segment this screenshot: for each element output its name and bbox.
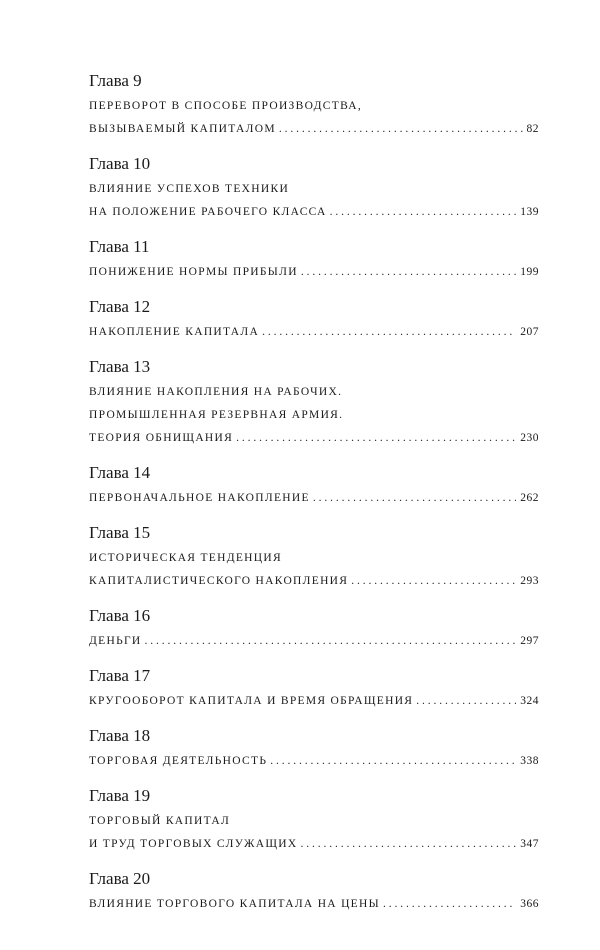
page-number: 262 xyxy=(520,492,539,504)
chapter-title-text: НА ПОЛОЖЕНИЕ РАБОЧЕГО КЛАССА xyxy=(89,206,327,218)
chapter-title-text: ДЕНЬГИ xyxy=(89,635,142,647)
toc-entry[interactable] xyxy=(89,785,539,856)
chapter-title-line xyxy=(89,487,539,510)
dot-leader xyxy=(416,690,516,713)
page-number: 230 xyxy=(520,432,539,444)
chapter-label: Глава 12 xyxy=(89,297,151,316)
page-number: 207 xyxy=(520,326,539,338)
chapter-label: Глава 20 xyxy=(89,869,151,888)
chapter-title-line xyxy=(89,201,539,224)
chapter-title-line xyxy=(89,404,539,427)
chapter-title-line xyxy=(89,427,539,450)
toc-entry[interactable] xyxy=(89,522,539,593)
page-number: 293 xyxy=(520,575,539,587)
chapter-title-text: КРУГООБОРОТ КАПИТАЛА И ВРЕМЯ ОБРАЩЕНИЯ xyxy=(89,695,414,707)
chapter-title-text: ВЛИЯНИЕ ТОРГОВОГО КАПИТАЛА НА ЦЕНЫ xyxy=(89,898,380,910)
toc-entry[interactable] xyxy=(89,153,539,224)
table-of-contents xyxy=(89,70,539,928)
chapter-title-line xyxy=(89,95,539,118)
chapter-title-text: ВЛИЯНИЕ УСПЕХОВ ТЕХНИКИ xyxy=(89,183,290,195)
chapter-title-text: ТОРГОВАЯ ДЕЯТЕЛЬНОСТЬ xyxy=(89,755,268,767)
chapter-title-line xyxy=(89,381,539,404)
chapter-title-line xyxy=(89,750,539,773)
chapter-title-line xyxy=(89,178,539,201)
dot-leader xyxy=(270,750,516,773)
chapter-title-line xyxy=(89,261,539,284)
toc-entry[interactable] xyxy=(89,296,539,344)
chapter-title-text: ИСТОРИЧЕСКАЯ ТЕНДЕНЦИЯ xyxy=(89,552,282,564)
chapter-label: Глава 14 xyxy=(89,463,151,482)
page-number: 324 xyxy=(520,695,539,707)
chapter-title-line xyxy=(89,893,539,916)
chapter-title-line xyxy=(89,547,539,570)
page-number: 338 xyxy=(520,755,539,767)
chapter-label: Глава 19 xyxy=(89,786,151,805)
chapter-title-text: КАПИТАЛИСТИЧЕСКОГО НАКОПЛЕНИЯ xyxy=(89,575,349,587)
toc-entry[interactable] xyxy=(89,868,539,916)
dot-leader xyxy=(383,893,516,916)
toc-entry[interactable] xyxy=(89,725,539,773)
chapter-title-line xyxy=(89,690,539,713)
chapter-title-text: ПРОМЫШЛЕННАЯ РЕЗЕРВНАЯ АРМИЯ. xyxy=(89,409,344,421)
page-number: 366 xyxy=(520,898,539,910)
dot-leader xyxy=(330,201,517,224)
chapter-title-text: ТЕОРИЯ ОБНИЩАНИЯ xyxy=(89,432,234,444)
chapter-title-text: ПЕРВОНАЧАЛЬНОЕ НАКОПЛЕНИЕ xyxy=(89,492,310,504)
chapter-label: Глава 9 xyxy=(89,71,142,90)
page-number: 297 xyxy=(520,635,539,647)
chapter-title-text: И ТРУД ТОРГОВЫХ СЛУЖАЩИХ xyxy=(89,838,298,850)
dot-leader xyxy=(301,261,516,284)
dot-leader xyxy=(279,118,523,141)
chapter-label: Глава 17 xyxy=(89,666,151,685)
chapter-title-text: НАКОПЛЕНИЕ КАПИТАЛА xyxy=(89,326,260,338)
chapter-label: Глава 15 xyxy=(89,523,151,542)
dot-leader xyxy=(300,833,516,856)
chapter-title-line xyxy=(89,118,539,141)
dot-leader xyxy=(313,487,516,510)
toc-entry[interactable] xyxy=(89,236,539,284)
chapter-title-line xyxy=(89,630,539,653)
chapter-title-text: ВЫЗЫВАЕМЫЙ КАПИТАЛОМ xyxy=(89,123,276,135)
dot-leader xyxy=(145,630,517,653)
chapter-title-text: ВЛИЯНИЕ НАКОПЛЕНИЯ НА РАБОЧИХ. xyxy=(89,386,343,398)
toc-entry[interactable] xyxy=(89,70,539,141)
page-number: 82 xyxy=(526,123,539,135)
page-number: 199 xyxy=(520,266,539,278)
chapter-label: Глава 10 xyxy=(89,154,151,173)
dot-leader xyxy=(236,427,516,450)
dot-leader xyxy=(262,321,516,344)
chapter-title-line xyxy=(89,810,539,833)
chapter-title-line xyxy=(89,833,539,856)
toc-entry[interactable] xyxy=(89,665,539,713)
chapter-label: Глава 18 xyxy=(89,726,151,745)
chapter-title-line xyxy=(89,321,539,344)
chapter-title-text: ПЕРЕВОРОТ В СПОСОБЕ ПРОИЗВОДСТВА, xyxy=(89,100,363,112)
chapter-label: Глава 11 xyxy=(89,237,150,256)
chapter-title-text: ТОРГОВЫЙ КАПИТАЛ xyxy=(89,815,231,827)
chapter-title-text: ПОНИЖЕНИЕ НОРМЫ ПРИБЫЛИ xyxy=(89,266,298,278)
dot-leader xyxy=(351,570,516,593)
toc-entry[interactable] xyxy=(89,356,539,450)
chapter-label: Глава 13 xyxy=(89,357,151,376)
toc-entry[interactable] xyxy=(89,605,539,653)
chapter-title-line xyxy=(89,570,539,593)
chapter-label: Глава 16 xyxy=(89,606,151,625)
page-number: 139 xyxy=(520,206,539,218)
page-number: 347 xyxy=(520,838,539,850)
toc-entry[interactable] xyxy=(89,462,539,510)
